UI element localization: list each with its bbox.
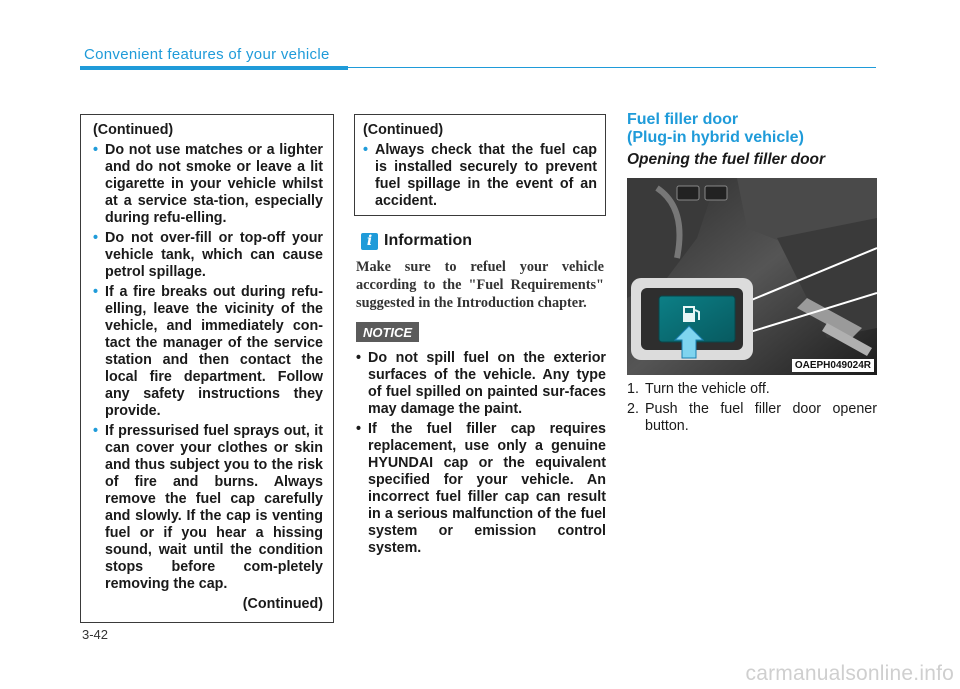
continued-label-bottom: (Continued) [242, 596, 323, 612]
warning-item: • If pressurised fuel sprays out, it can cover your clothes or skin and thus subject you to the risk of fire and burns. Always remove the fuel cap carefully and slowly. If the cap is venting fuel or if you hear a hissing sound, wait until the condition stops before com-pletely removing the cap. [93, 423, 323, 593]
continued-label-top: (Continued) [93, 122, 174, 138]
step-item [627, 381, 877, 398]
continued-label-top: (Continued) [363, 122, 444, 138]
warning-item: • If a fire breaks out during refu-elling, leave the vicinity of the vehicle, and immediately con-tact the manager of the service station and then contact the local fire department. Follow any safety instructions they provide. [93, 284, 323, 420]
warning-box-2 [354, 114, 606, 216]
warning-item: • Do not over-fill or top-off your vehicle tank, which can cause petrol spillage. [93, 230, 323, 281]
warning-item: • Do not use matches or a lighter and do not smoke or leave a lit cigarette in your vehicle whilst at a service sta-tion, especially during refu-elling. [93, 142, 323, 227]
watermark: carmanualsonline.info [745, 662, 954, 685]
step-text: Turn the vehicle off. [645, 381, 770, 397]
section-title-line1: Fuel filler door [627, 111, 739, 128]
step-number: 2. [627, 401, 639, 417]
information-heading [361, 232, 472, 250]
steps-list [627, 381, 877, 438]
fuel-door-opener-photo [627, 178, 877, 375]
step-number: 1. [627, 381, 639, 397]
warning-box-1 [80, 114, 334, 623]
dashboard-illustration [627, 178, 877, 375]
header-title: Convenient features of your vehicle [84, 46, 330, 63]
information-title: Information [384, 232, 472, 249]
section-title-line2: (Plug-in hybrid vehicle) [627, 129, 804, 146]
header-rule-thick [80, 66, 348, 70]
section-title [627, 111, 877, 147]
notice-list [356, 350, 606, 560]
step-text: Push the fuel filler door opener button. [645, 401, 877, 434]
page-number: 3-42 [82, 627, 109, 642]
notice-item: • Do not spill fuel on the exterior surfaces of the vehicle. Any type of fuel spilled on painted sur-faces may damage the paint. [356, 350, 606, 418]
notice-badge: NOTICE [356, 322, 419, 342]
photo-code: OAEPH049024R [792, 359, 874, 372]
notice-item: • If the fuel filler cap requires replacement, use only a genuine HYUNDAI cap or the equivalent specified for your vehicle. An incorrect fuel filler cap can result in a serious malfunction of the fuel system or emission control system. [356, 421, 606, 557]
warning-item: • Always check that the fuel cap is installed securely to prevent fuel spillage in the event of an accident. [363, 142, 597, 210]
step-item [627, 401, 877, 435]
information-text: Make sure to refuel your vehicle according to the "Fuel Requirements" suggested in the Introduction chapter. [356, 259, 604, 311]
section-subtitle: Opening the fuel filler door [627, 151, 826, 168]
info-icon: i [361, 233, 378, 250]
header-rule-thin [348, 67, 876, 68]
